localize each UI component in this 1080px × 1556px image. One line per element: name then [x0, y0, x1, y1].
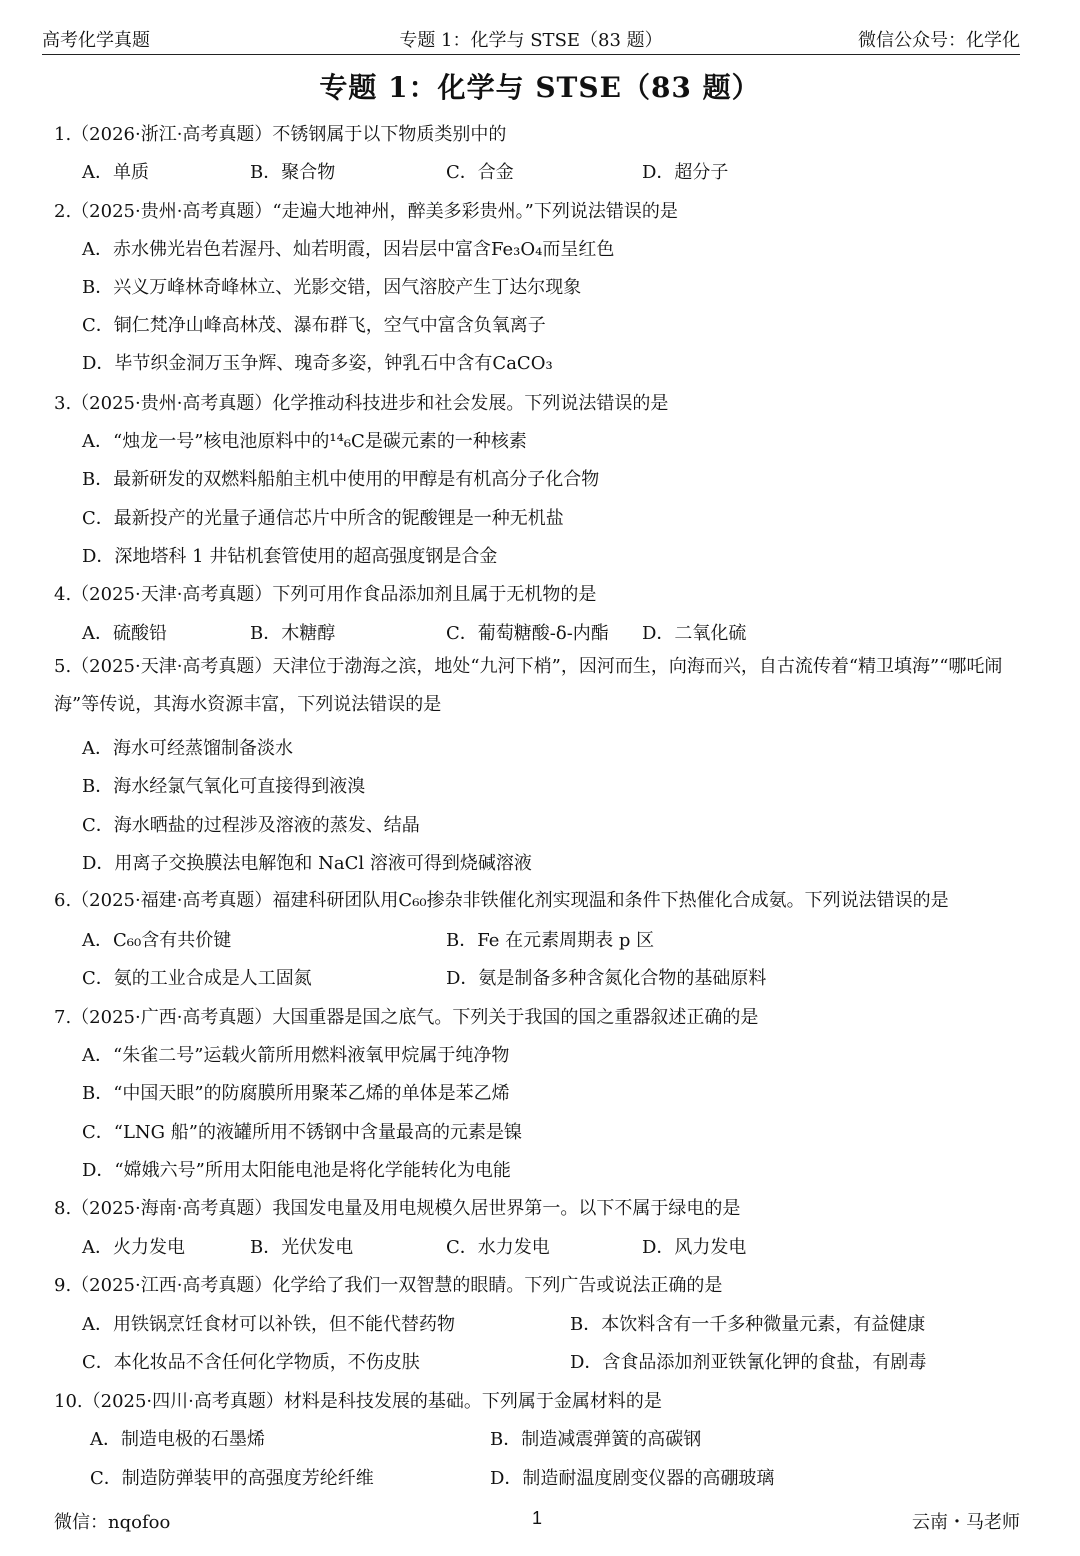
page-footer	[54, 1508, 1020, 1538]
question-stem: 8.（2025·海南·高考真题）我国发电量及用电规模久居世界第一。以下不属于绿电的是	[54, 1198, 741, 1219]
option: B．聚合物	[250, 162, 336, 183]
option: A．C₆₀含有共价键	[82, 930, 232, 951]
option: C．本化妆品不含任何化学物质，不伤皮肤	[82, 1352, 420, 1373]
footer-left: 微信：nqofoo	[54, 1512, 171, 1533]
option: C．合金	[446, 162, 514, 183]
page-title: 专题 1：化学与 STSE（83 题）	[319, 71, 761, 104]
option: B．“中国天眼”的防腐膜所用聚苯乙烯的单体是苯乙烯	[82, 1083, 510, 1104]
header-left: 高考化学真题	[42, 30, 150, 51]
option: B．海水经氯气氧化可直接得到液溴	[82, 776, 366, 797]
option: A．单质	[82, 162, 149, 183]
option: A．制造电极的石墨烯	[90, 1429, 265, 1450]
option: B．最新研发的双燃料船舶主机中使用的甲醇是有机高分子化合物	[82, 469, 600, 490]
footer-right: 云南・马老师	[912, 1512, 1020, 1533]
question-stem: 5.（2025·天津·高考真题）天津位于渤海之滨，地处“九河下梢”，因河而生，向海而兴，自古流传着“精卫填海”“哪吒闹海”等传说，其海水资源丰富，下列说法错误的是	[54, 656, 1003, 715]
option: C．铜仁梵净山峰高林茂、瀑布群飞，空气中富含负氧离子	[82, 315, 546, 336]
option: C．氨的工业合成是人工固氮	[82, 968, 312, 989]
question-stem: 4.（2025·天津·高考真题）下列可用作食品添加剂且属于无机物的是	[54, 584, 597, 605]
option: C．水力发电	[446, 1237, 550, 1258]
option: A．“朱雀二号”运载火箭所用燃料液氧甲烷属于纯净物	[82, 1045, 510, 1066]
option: C．“LNG 船”的液罐所用不锈钢中含量最高的元素是镍	[82, 1122, 522, 1143]
option: A．用铁锅烹饪食材可以补铁，但不能代替药物	[82, 1314, 455, 1335]
question-stem: 6.（2025·福建·高考真题）福建科研团队用C₆₀掺杂非铁催化剂实现温和条件下热催化合成氨。下列说法错误的是	[54, 890, 949, 911]
option: D．用离子交换膜法电解饱和 NaCl 溶液可得到烧碱溶液	[82, 853, 532, 874]
option: B．光伏发电	[250, 1237, 354, 1258]
question-stem: 9.（2025·江西·高考真题）化学给了我们一双智慧的眼睛。下列广告或说法正确的是	[54, 1275, 723, 1296]
option: C．葡萄糖酸-δ-内酯	[446, 623, 609, 644]
option: D．氨是制备多种含氮化合物的基础原料	[446, 968, 767, 989]
option: A．火力发电	[82, 1237, 185, 1258]
option: A．硫酸铅	[82, 623, 167, 644]
option: D．二氧化硫	[642, 623, 747, 644]
option: B．本饮料含有一千多种微量元素，有益健康	[570, 1314, 926, 1335]
option: A．“烛龙一号”核电池原料中的¹⁴₆C是碳元素的一种核素	[82, 431, 527, 452]
option: B．木糖醇	[250, 623, 336, 644]
option: D．含食品添加剂亚铁氰化钾的食盐，有剧毒	[570, 1352, 927, 1373]
question-stem: 3.（2025·贵州·高考真题）化学推动科技进步和社会发展。下列说法错误的是	[54, 393, 669, 414]
page-number: 1	[531, 1508, 543, 1528]
option: D．制造耐温度剧变仪器的高硼玻璃	[490, 1468, 775, 1489]
question-stem: 2.（2025·贵州·高考真题）“走遍大地神州，醉美多彩贵州。”下列说法错误的是	[54, 201, 678, 222]
option: C．海水晒盐的过程涉及溶液的蒸发、结晶	[82, 815, 420, 836]
option: D．深地塔科 1 井钻机套管使用的超高强度钢是合金	[82, 546, 498, 567]
option: D．超分子	[642, 162, 729, 183]
option: A．海水可经蒸馏制备淡水	[82, 738, 293, 759]
option: B．制造减震弹簧的高碳钢	[490, 1429, 702, 1450]
page-header	[42, 24, 1020, 55]
option: B．Fe 在元素周期表 p 区	[446, 930, 655, 951]
question-stem: 1.（2026·浙江·高考真题）不锈钢属于以下物质类别中的	[54, 124, 507, 145]
option: D．风力发电	[642, 1237, 747, 1258]
option: B．兴义万峰林奇峰林立、光影交错，因气溶胶产生丁达尔现象	[82, 277, 582, 298]
option: D．“嫦娥六号”所用太阳能电池是将化学能转化为电能	[82, 1160, 511, 1181]
option: A．赤水佛光岩色若渥丹、灿若明霞，因岩层中富含Fe₃O₄而呈红色	[82, 239, 615, 260]
question-stem: 7.（2025·广西·高考真题）大国重器是国之底气。下列关于我国的国之重器叙述正确的是	[54, 1007, 759, 1028]
header-right: 微信公众号：化学化	[858, 30, 1020, 51]
option: C．最新投产的光量子通信芯片中所含的铌酸锂是一种无机盐	[82, 508, 564, 529]
option: C．制造防弹装甲的高强度芳纶纤维	[90, 1468, 374, 1489]
header-center: 专题 1：化学与 STSE（83 题）	[399, 30, 663, 51]
option: D．毕节织金洞万玉争辉、瑰奇多姿，钟乳石中含有CaCO₃	[82, 353, 553, 374]
question-stem: 10.（2025·四川·高考真题）材料是科技发展的基础。下列属于金属材料的是	[54, 1391, 662, 1412]
